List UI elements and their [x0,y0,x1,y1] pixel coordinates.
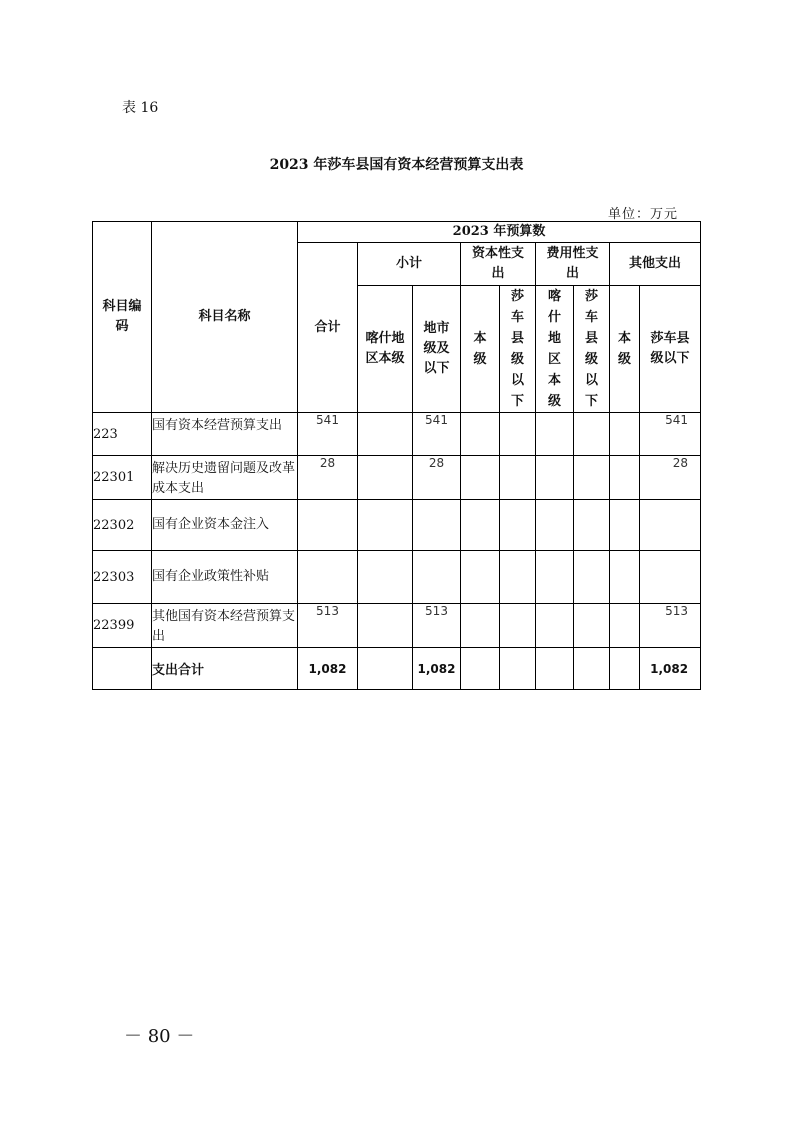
row-other-county [640,551,701,604]
page-title: 2023 年莎车县国有资本经营预算支出表 [269,157,524,173]
header-expense: 费用性支出 [536,243,610,286]
table-label: 表 16 [122,100,159,116]
summary-row [93,648,701,690]
table-row [93,500,701,551]
header-budget-group: 2023 年预算数 [298,222,701,243]
header-other: 其他支出 [610,243,701,286]
row-name: 解决历史遗留问题及改革成本支出 [152,456,298,500]
table-row [93,604,701,648]
row-other-county [640,500,701,551]
table-row [93,551,701,604]
row-name: 国有资本经营预算支出 [152,413,298,456]
row-total [298,500,358,551]
header-capital-county: 莎车县级以下 [500,286,536,413]
row-total [298,551,358,604]
row-code: 22303 [93,551,152,604]
summary-city-below: 1,082 [413,648,461,690]
row-city-below [413,551,461,604]
table-row [93,456,701,500]
row-total: 28 [298,456,358,500]
row-total: 513 [298,604,358,648]
row-other-county: 541 [640,413,701,456]
row-code: 22399 [93,604,152,648]
row-city-below [413,500,461,551]
header-code: 科目编码 [93,222,152,413]
budget-table [92,221,701,690]
header-total: 合计 [298,243,358,413]
row-code: 223 [93,413,152,456]
row-other-county: 28 [640,456,701,500]
header-name: 科目名称 [152,222,298,413]
row-total: 541 [298,413,358,456]
table-row [93,413,701,456]
header-capital-local: 本级 [461,286,500,413]
row-city-below: 28 [413,456,461,500]
unit-label: 单位：万元 [608,207,679,222]
header-row-1 [93,222,701,243]
row-code: 22302 [93,500,152,551]
header-expense-county: 莎车县级以下 [574,286,610,413]
header-other-local: 本级 [610,286,640,413]
row-city-below: 541 [413,413,461,456]
row-city-below: 513 [413,604,461,648]
summary-label: 支出合计 [152,648,298,690]
header-capital: 资本性支出 [461,243,536,286]
row-other-county: 513 [640,604,701,648]
page-number: － 80 － [124,1026,195,1047]
header-kashgar-local: 喀什地区本级 [358,286,413,413]
header-city-below: 地市级及以下 [413,286,461,413]
row-name: 国有企业资本金注入 [152,500,298,551]
summary-total: 1,082 [298,648,358,690]
row-name: 国有企业政策性补贴 [152,551,298,604]
header-other-county: 莎车县级以下 [640,286,701,413]
row-name: 其他国有资本经营预算支出 [152,604,298,648]
header-expense-kashgar: 喀什地区本级 [536,286,574,413]
summary-other-county: 1,082 [640,648,701,690]
header-subtotal: 小计 [358,243,461,286]
row-code: 22301 [93,456,152,500]
